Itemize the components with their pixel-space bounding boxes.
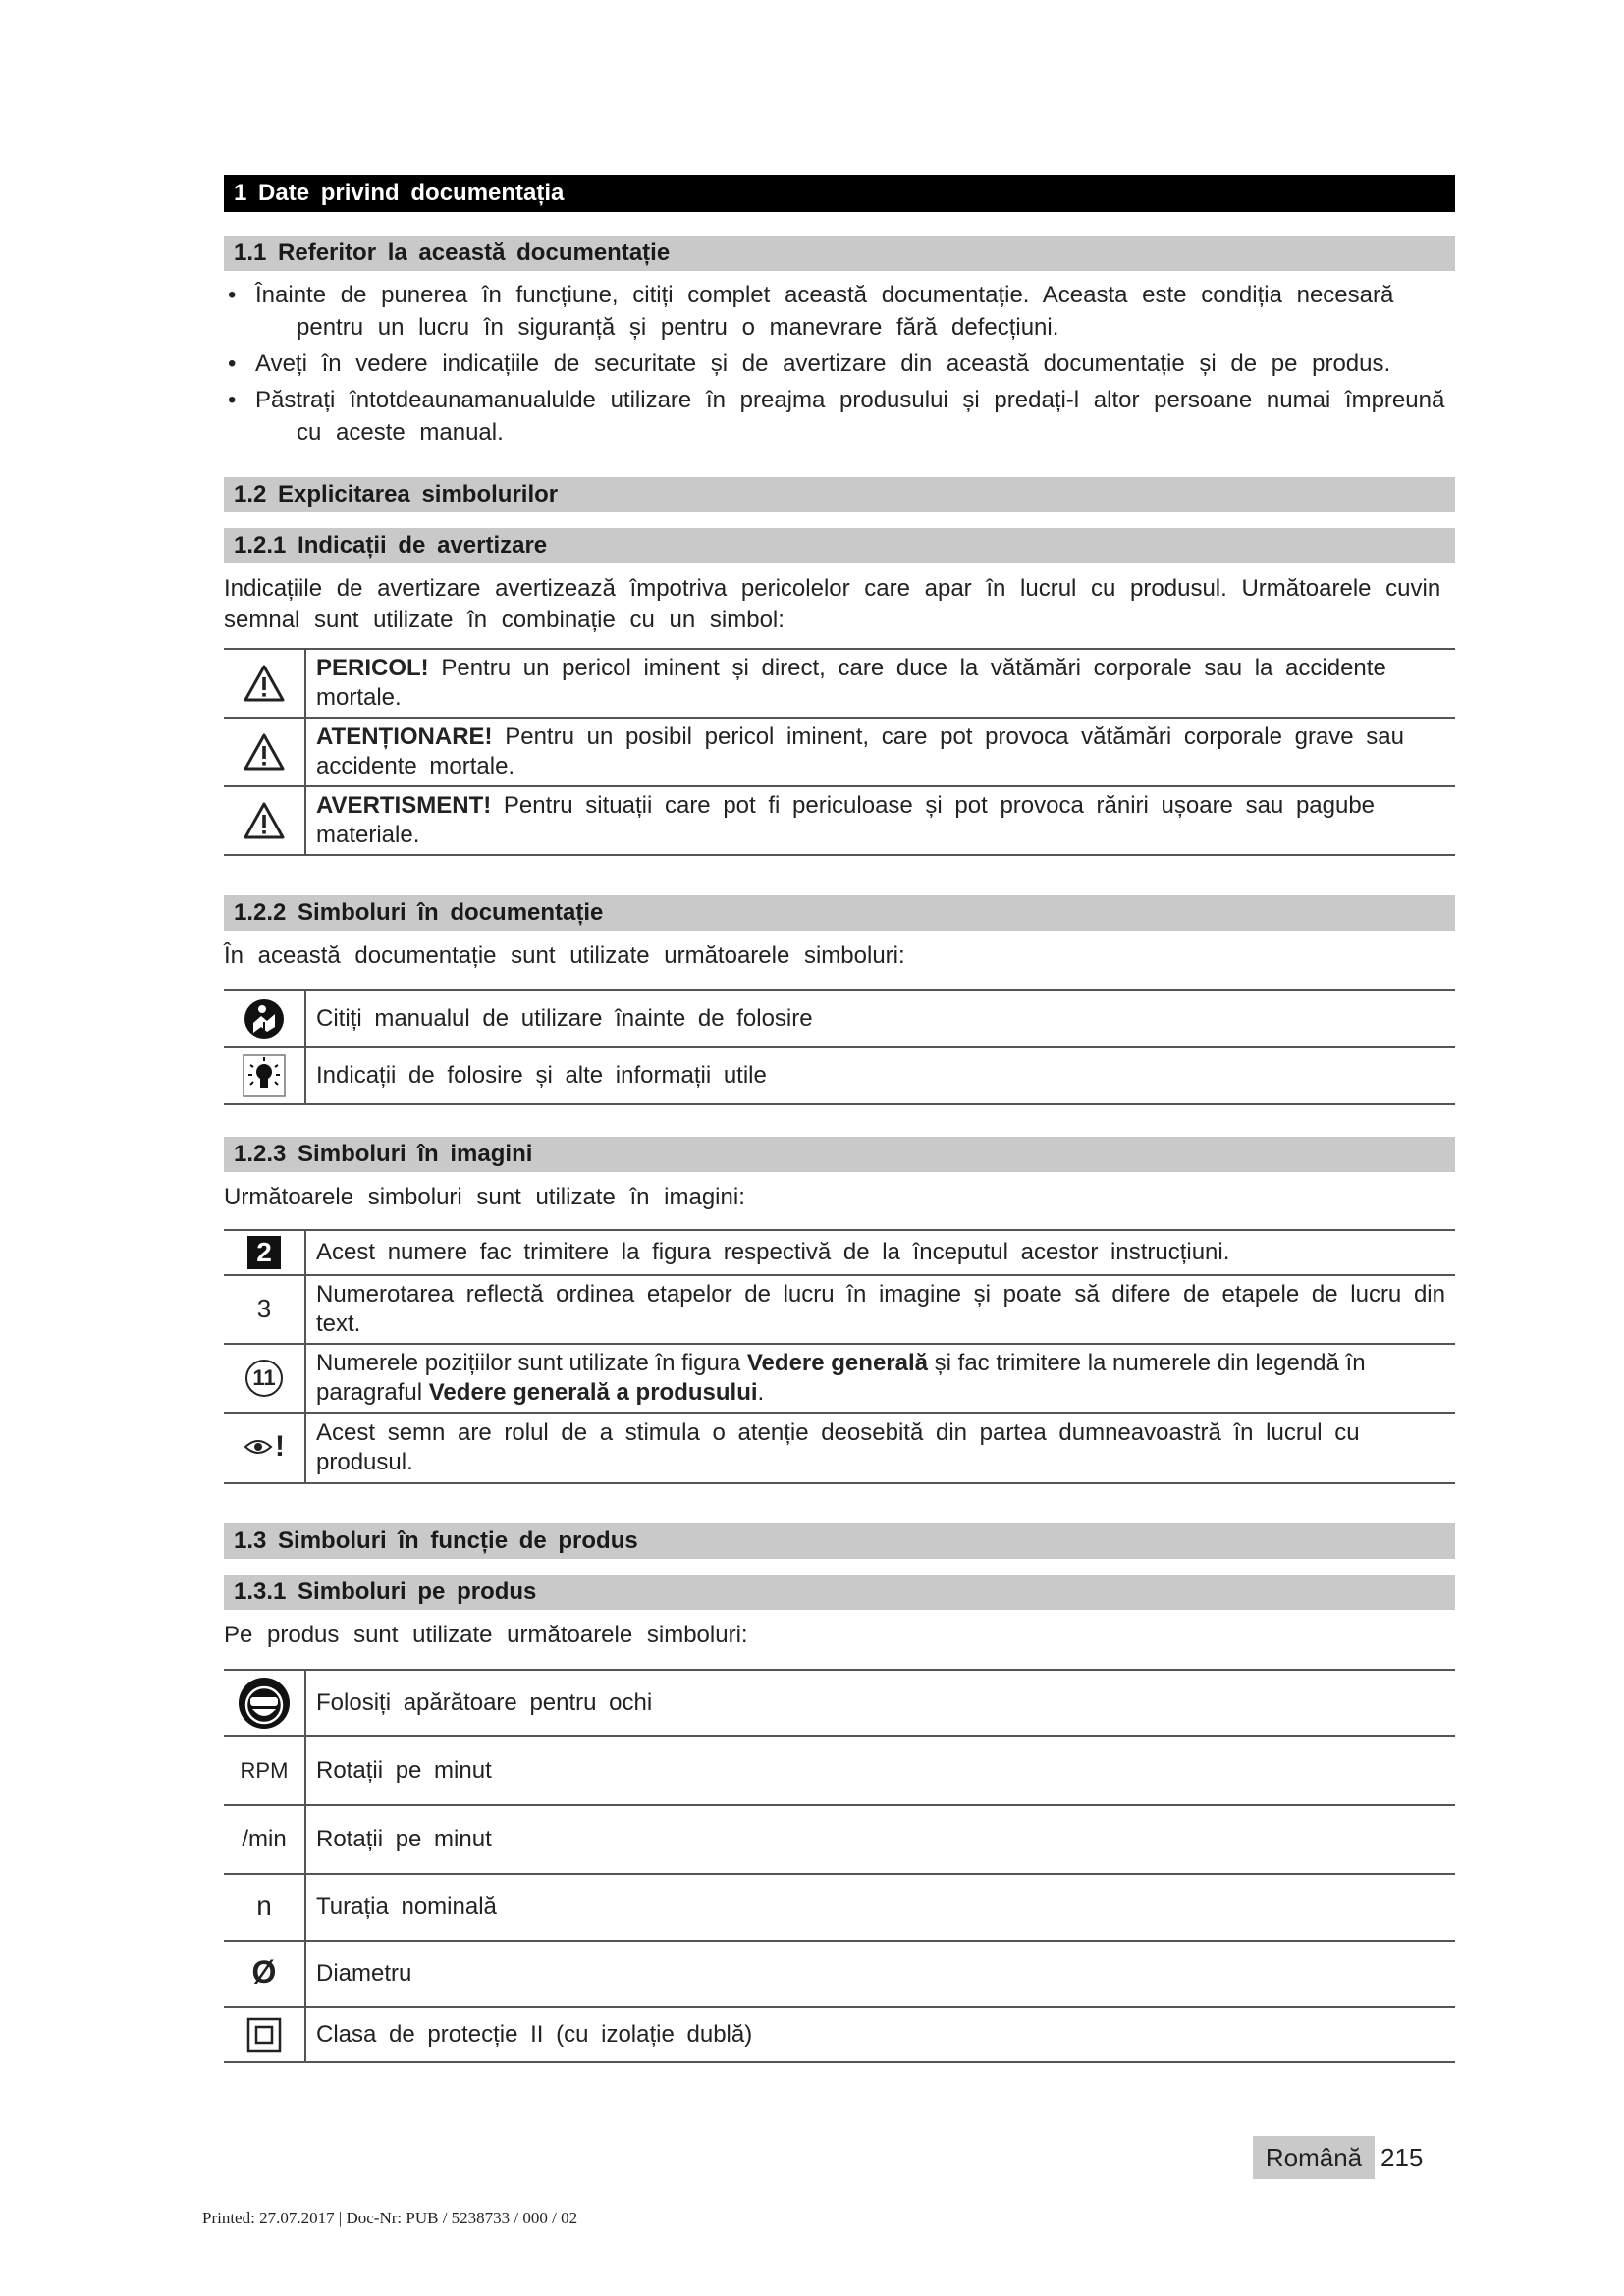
warning-text: Pentru situații care pot fi periculoase și pot provoca răniri ușoare sau pagube materiale. xyxy=(316,792,1376,848)
desc-text: și fac trimitere la numerele din legendă în paragraful xyxy=(316,1350,1366,1406)
symbol-desc xyxy=(305,1344,1455,1413)
desc-bold: Vedere generală a produsului xyxy=(428,1379,758,1406)
bullet-dot: • xyxy=(228,282,237,308)
warning-desc xyxy=(305,649,1455,718)
section-1-2-1-intro xyxy=(224,573,1598,636)
nominal-speed-label: n xyxy=(256,1891,272,1921)
diameter-label: Ø xyxy=(251,1954,277,1990)
symbol-desc: Citiți manualul de utilizare înainte de folosire xyxy=(305,990,1455,1047)
symbol-desc: Acest numere fac trimitere la figura respectivă de la începutul acestor instrucțiuni. xyxy=(305,1230,1455,1275)
symbol-desc: Rotații pe minut xyxy=(305,1736,1455,1805)
warning-triangle-icon xyxy=(224,718,305,786)
lightbulb-info-icon xyxy=(224,1047,305,1104)
warning-row xyxy=(224,786,1455,855)
page-number: 215 xyxy=(1380,2143,1424,2172)
symbol-row xyxy=(224,1670,1455,1736)
section-1-2-1-heading: 1.2.1 Indicații de avertizare xyxy=(224,528,1455,563)
step-number: 3 xyxy=(256,1294,272,1323)
warning-desc xyxy=(305,718,1455,786)
warning-row xyxy=(224,649,1455,718)
symbol-row xyxy=(224,1230,1455,1275)
language-badge: Română xyxy=(1253,2136,1375,2179)
section-1-1-bullet-list xyxy=(224,279,1589,453)
bullet-dot: • xyxy=(228,350,237,377)
image-symbols-table xyxy=(224,1229,1455,1484)
bullet-item xyxy=(224,384,1589,449)
symbol-row xyxy=(224,1275,1455,1344)
intro-line: Indicațiile de avertizare avertizează împotriva pericolelor care apar în lucrul cu produsul. Următoarele cuvin xyxy=(224,575,1441,602)
warning-row xyxy=(224,718,1455,786)
section-1-2-3-heading: 1.2.3 Simboluri în imagini xyxy=(224,1137,1455,1172)
symbol-desc: Indicații de folosire și alte informații utile xyxy=(305,1047,1455,1104)
product-symbols-table xyxy=(224,1669,1455,2063)
bullet-line: pentru un lucru în siguranță și pentru o manevrare fără defecțiuni. xyxy=(297,314,1059,341)
symbol-desc: Turația nominală xyxy=(305,1874,1455,1941)
exclamation-mark: ! xyxy=(275,1430,285,1463)
symbol-row xyxy=(224,1413,1455,1483)
symbol-desc: Clasa de protecție II (cu izolație dublă) xyxy=(305,2007,1455,2062)
warning-text: Pentru un posibil pericol iminent, care pot provoca vătămări corporale grave sau accidente mortale. xyxy=(316,723,1404,779)
section-1-2-2-heading: 1.2.2 Simboluri în documentație xyxy=(224,895,1455,931)
symbol-desc: Folosiți apărătoare pentru ochi xyxy=(305,1670,1455,1736)
per-minute-label: /min xyxy=(242,1826,287,1852)
per-minute-icon xyxy=(224,1805,305,1874)
symbol-row xyxy=(224,1047,1455,1104)
warning-label: AVERTISMENT! xyxy=(316,792,492,819)
symbol-row xyxy=(224,1736,1455,1805)
symbol-desc: Acest semn are rolul de a stimula o atenție deosebită din partea dumneavoastră în lucrul cu produsul. xyxy=(305,1413,1455,1483)
bullet-item xyxy=(224,347,1589,380)
rpm-label: RPM xyxy=(240,1758,289,1783)
section-1-2-2-intro: În această documentație sunt utilizate următoarele simboluri: xyxy=(224,942,905,969)
section-1-3-1-heading: 1.3.1 Simboluri pe produs xyxy=(224,1575,1455,1610)
eye-attention-glyph xyxy=(244,1432,285,1462)
bullet-line: cu aceste manual. xyxy=(297,419,504,446)
protection-class-ii-icon xyxy=(224,2007,305,2062)
rpm-icon xyxy=(224,1736,305,1805)
bullet-item xyxy=(224,279,1589,344)
bullet-dot: • xyxy=(228,387,237,413)
read-manual-icon xyxy=(224,990,305,1047)
warning-triangle-icon xyxy=(224,786,305,855)
symbol-row xyxy=(224,2007,1455,2062)
figure-number-icon xyxy=(224,1230,305,1275)
bullet-line: Înainte de punerea în funcțiune, citiți complet această documentație. Aceasta este condiția necesară xyxy=(255,282,1394,308)
doc-symbols-table xyxy=(224,989,1455,1105)
section-1-3-1-intro: Pe produs sunt utilizate următoarele simboluri: xyxy=(224,1622,748,1648)
position-number-circle: 11 xyxy=(245,1360,283,1397)
warning-desc xyxy=(305,786,1455,855)
diameter-icon xyxy=(224,1941,305,2007)
section-1-1-heading: 1.1 Referitor la această documentație xyxy=(224,236,1455,271)
symbol-desc: Diametru xyxy=(305,1941,1455,2007)
nominal-speed-icon xyxy=(224,1874,305,1941)
warning-text: Pentru un pericol iminent și direct, care duce la vătămări corporale sau la accidente mortale. xyxy=(316,655,1386,711)
warning-label: PERICOL! xyxy=(316,655,429,681)
print-info: Printed: 27.07.2017 | Doc-Nr: PUB / 5238733 / 000 / 02 xyxy=(202,2209,578,2227)
desc-text: . xyxy=(757,1379,765,1406)
section-1-3-heading: 1.3 Simboluri în funcție de produs xyxy=(224,1523,1455,1559)
symbol-row xyxy=(224,1941,1455,2007)
eye-protection-icon xyxy=(224,1670,305,1736)
section-1-heading: 1 Date privind documentația xyxy=(224,175,1455,212)
symbol-desc: Numerotarea reflectă ordinea etapelor de lucru în imagine și poate să difere de etapele de lucru din text. xyxy=(305,1275,1455,1344)
symbol-row xyxy=(224,1874,1455,1941)
position-number-icon xyxy=(224,1344,305,1413)
symbol-desc: Rotații pe minut xyxy=(305,1805,1455,1874)
eye-attention-icon xyxy=(224,1413,305,1483)
bullet-line: Aveți în vedere indicațiile de securitate și de avertizare din această documentație și de pe produs. xyxy=(255,350,1391,377)
step-number-icon xyxy=(224,1275,305,1344)
intro-line: semnal sunt utilizate în combinație cu un simbol: xyxy=(224,607,785,633)
bullet-line: Păstrați întotdeaunamanualulde utilizare în preajma produsului și predați-l altor persoane numai împreună xyxy=(255,387,1445,413)
desc-text: Numerele pozițiilor sunt utilizate în figura xyxy=(316,1350,747,1376)
section-1-2-3-intro: Următoarele simboluri sunt utilizate în imagini: xyxy=(224,1184,745,1210)
warning-triangle-icon xyxy=(224,649,305,718)
figure-number-badge: 2 xyxy=(247,1236,281,1269)
symbol-row xyxy=(224,1344,1455,1413)
warning-table xyxy=(224,648,1455,856)
section-1-2-heading: 1.2 Explicitarea simbolurilor xyxy=(224,477,1455,512)
symbol-row xyxy=(224,1805,1455,1874)
desc-bold: Vedere generală xyxy=(746,1350,928,1376)
warning-label: ATENȚIONARE! xyxy=(316,723,493,750)
symbol-row xyxy=(224,990,1455,1047)
